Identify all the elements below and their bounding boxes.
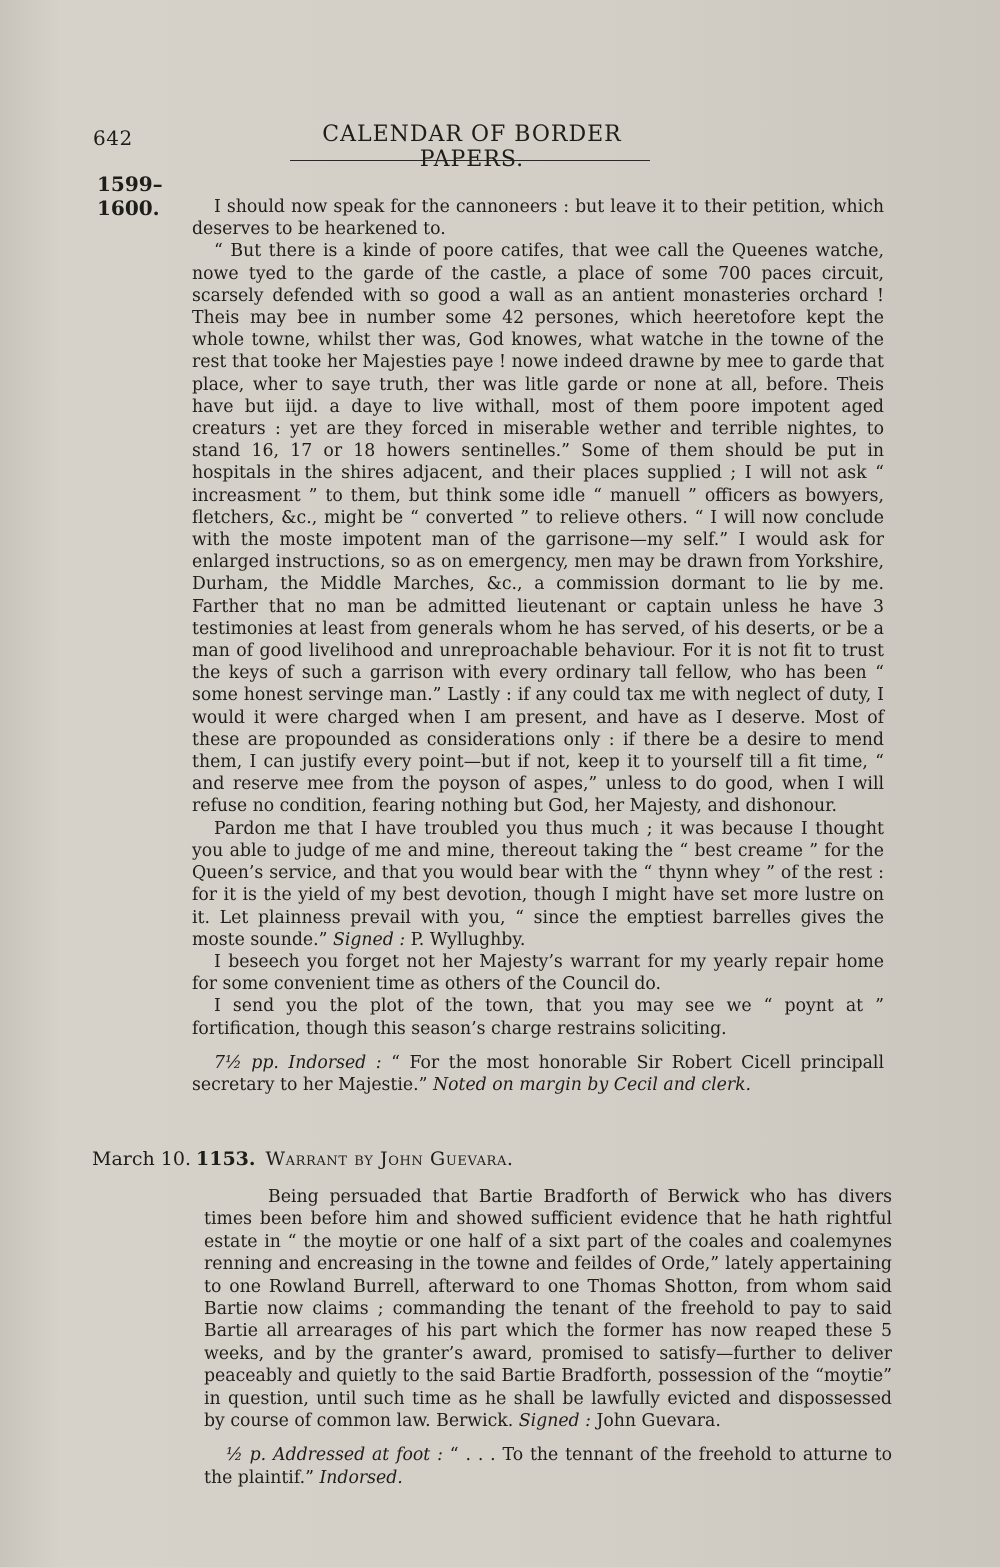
entry-date: March 10.: [92, 1148, 191, 1170]
letter-paragraph: I send you the plot of the town, that you may see we “ poynt at ” fortification, though this season’s charge restrains soliciting.: [192, 996, 884, 1039]
entry-note-endorsed: Indorsed.: [319, 1467, 403, 1488]
running-title: CALENDAR OF BORDER PAPERS.: [322, 122, 622, 172]
signed-label: Signed :: [332, 929, 406, 950]
header-rule: [290, 160, 650, 161]
entry-note-addressed-label: Addressed at foot :: [273, 1445, 443, 1466]
letter-paragraph: I beseech you forget not her Majesty’s warrant for my yearly repair home for some convenient time as others of the Council do.: [192, 951, 884, 995]
entry-paragraph-text: Being persuaded that Bartie Bradforth of Berwick who has divers times been before him and showed sufficient evidence that he hath rightful estate in “ the moytie or one half of a sixt part of the coales and coalemynes renning and encreasing in the towne and feildes of Orde,” lately appertaining to one Rowland Burrell, afterward to one Thomas Shotton, from whom said Bartie now claims ; commanding the tenant of the freehold to pay to said Bartie all arrearages of his part which the former has now reaped these 5 weeks, and by the granter’s award, promised to satisfy—further to deliver peaceably and quietly to the said Bartie Bradforth, possession of the “moytie” in question, until such time as he shall be lawfully evicted and dispossessed by course of common law. Berwick.: [204, 1187, 892, 1432]
signature: P. Wyllughby.: [410, 929, 526, 950]
entry-body: [204, 1186, 892, 1489]
letter-paragraph: I should now speak for the cannoneers : but leave it to their petition, which deserves to be hearkened to.: [192, 197, 884, 240]
note-endorsed-text: “ For the most honorable Sir Robert Cicell principall secretary to her Majestie.”: [192, 1052, 884, 1095]
letter-paragraph-text: Pardon me that I have troubled you thus much ; it was because I thought you able to judge of me and mine, thereout taking the “ best creame ” for the Queen’s service, and that you would bear with the “ thynn whey ” of the rest : for it is the yield of my best devotion, though I might have set more lustre on it. Let plainness prevail with you, “ since the emptiest barrelles gives the moste sounde.”: [192, 818, 884, 950]
entry-paragraph: [204, 1186, 892, 1432]
note-pages: 7½ pp.: [214, 1052, 279, 1073]
letter-body: [192, 196, 884, 1096]
entry-editorial-note: [204, 1444, 892, 1489]
margin-year: [97, 172, 163, 220]
letter-paragraph: “ But there is a kinde of poore catifes, that wee call the Queenes watche, nowe tyed to the garde of the castle, a place of some 700 paces circuit, scarsely defended with so good a wall as an antient monasteries orchard ! Theis may bee in number some 42 persones, which heeretofore kept the whole towne, whilst ther was, God knowes, what watche in the towne of the rest that tooke her Majesties paye ! nowe indeed drawne by mee to garde that place, wher to saye truth, ther was litle garde or none at all, before. Theis have but iijd. a daye to live withall, most of them poore impotent aged creaturs : yet are they forced in miserable wether and terrible nightes, to stand 16, 17 or 18 howers sentinelles.” Some of them should be put in hospitals in the shires adjacent, and their places supplied ; I will not ask “ increasment ” to them, but think some idle “ manuell ” officers as bowyers, fletchers, &c., might be “ converted ” to relieve others. “ I will now conclude with the moste impotent man of the garrisone—my self.” I would ask for enlarged instructions, so as on emergency, men may be drawn from Yorkshire, Durham, the Middle Marches, &c., a commission dormant to lie by me. Farther that no man be admitted lieutenant or captain unless he have 3 testimonies at least from generals whom he has served, of his deserts, or be a man of good livelihood and unreproachable behaviour. For it is not fit to trust the keys of such a garrison with every ordinary tall fellow, who has been “ some honest servinge man.” Lastly : if any could tax me with neglect of duty, I would it were charged when I am present, and have as I deserve. Most of these are propounded as considerations only : if there be a desire to mend them, I can justify every point—but if not, keep it to yourself till a fit time, “ and reserve mee from the poyson of aspes,” unless to do good, when I will refuse no condition, fearing nothing but God, her Majesty, and dishonour.: [192, 241, 884, 817]
page-number: 642: [93, 126, 133, 150]
editorial-note: [192, 1052, 884, 1096]
entry-number: 1153.: [196, 1148, 256, 1170]
note-margin: Noted on margin by Cecil and clerk.: [432, 1074, 752, 1095]
entry-heading: [92, 1148, 892, 1170]
entry-note-pages: ½ p.: [226, 1445, 267, 1466]
entry-signature: John Guevara.: [596, 1411, 721, 1432]
note-endorsed-label: Indorsed :: [288, 1052, 382, 1073]
margin-year-line2: 1600.: [97, 196, 160, 220]
entry-note-addressed-text: “ . . . To the tennant of the freehold to atturne to the plaintif.”: [204, 1445, 893, 1488]
entry-signed-label: Signed :: [518, 1411, 591, 1432]
margin-year-line1: 1599–: [97, 172, 163, 196]
letter-paragraph: [192, 818, 884, 951]
entry-title: Warrant by John Guevara.: [265, 1148, 514, 1170]
